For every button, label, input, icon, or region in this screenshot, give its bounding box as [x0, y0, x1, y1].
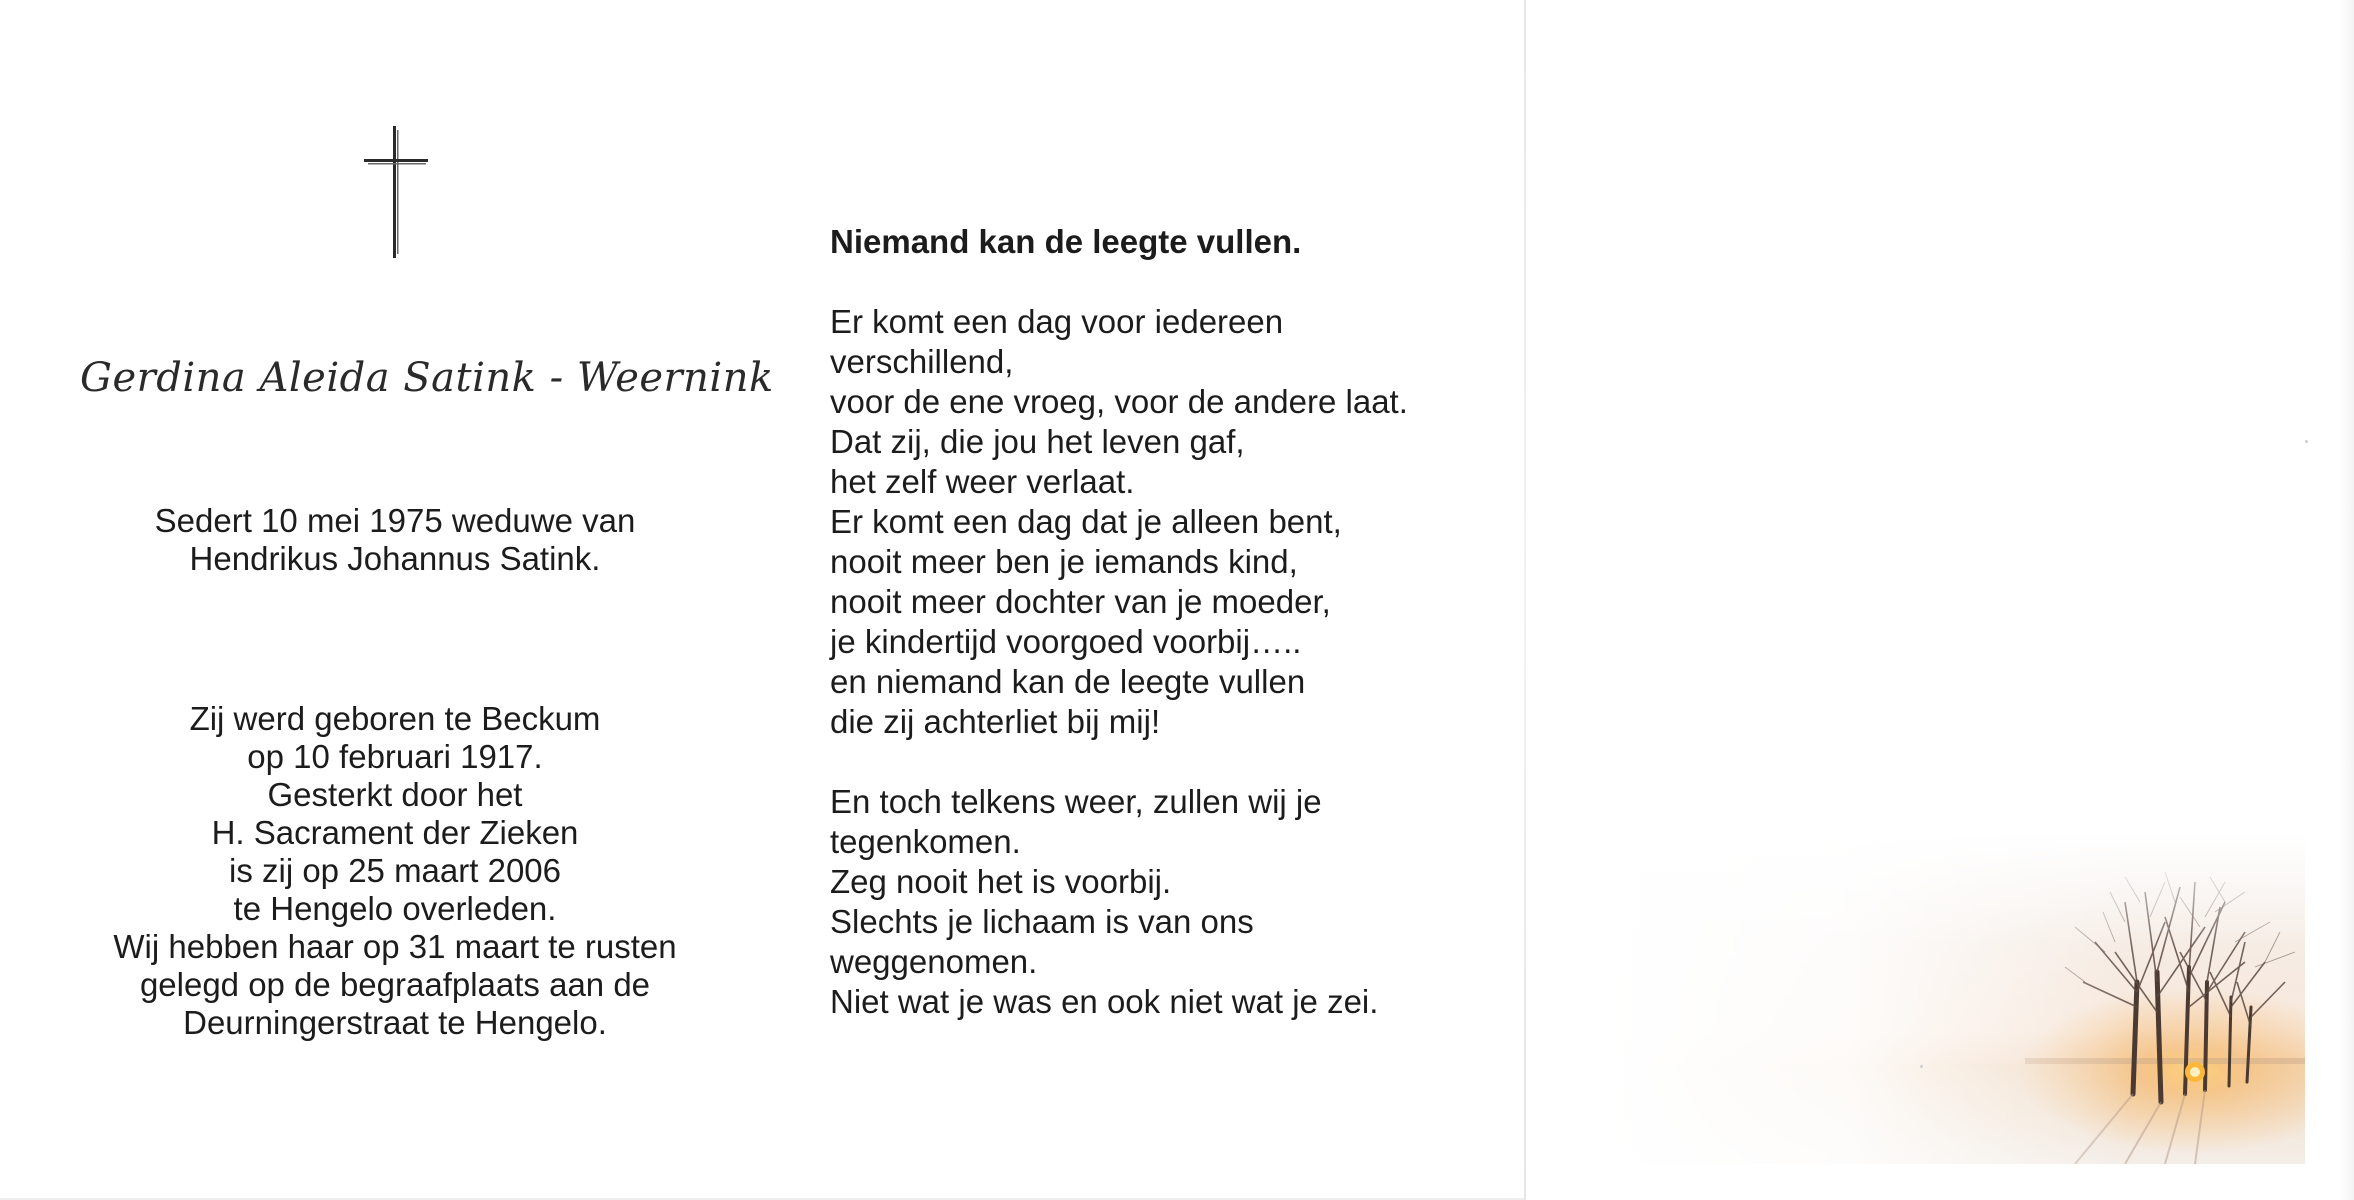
poem-line: nooit meer ben je iemands kind, — [830, 543, 1298, 580]
card-fold — [1524, 0, 1526, 1200]
deceased-name: Gerdina Aleida Satink - Weernink — [80, 355, 774, 401]
poem-line: voor de ene vroeg, voor de andere laat. — [830, 383, 1408, 420]
cross-icon — [360, 126, 432, 258]
poem-line: Niet wat je was en ook niet wat je zei. — [830, 983, 1379, 1020]
poem-line: Er komt een dag dat je alleen bent, — [830, 503, 1342, 540]
widowhood-text — [40, 502, 750, 578]
poem-line: je kindertijd voorgoed voorbij….. — [830, 623, 1302, 660]
poem-line: tegenkomen. — [830, 823, 1021, 860]
biography-line: Deurningerstraat te Hengelo. — [183, 1004, 607, 1041]
poem-line: weggenomen. — [830, 943, 1038, 980]
biography-line: Zij werd geboren te Beckum — [189, 700, 601, 737]
biography-line: te Hengelo overleden. — [233, 890, 557, 927]
poem-line: nooit meer dochter van je moeder, — [830, 583, 1331, 620]
widowhood-line: Sedert 10 mei 1975 weduwe van — [154, 502, 636, 539]
biography-line: gelegd op de begraafplaats aan de — [139, 966, 651, 1003]
poem-line: Dat zij, die jou het leven gaf, — [830, 423, 1245, 460]
poem-line: verschillend, — [830, 343, 1014, 380]
poem-line: het zelf weer verlaat. — [830, 463, 1135, 500]
widowhood-line: Hendrikus Johannus Satink. — [189, 540, 601, 577]
card-edge — [2340, 0, 2354, 1200]
biography-line: is zij op 25 maart 2006 — [228, 852, 561, 889]
poem-line: die zij achterliet bij mij! — [830, 703, 1161, 740]
poem-title: Niemand kan de leegte vullen. — [830, 223, 1302, 260]
biography-line: op 10 februari 1917. — [247, 738, 543, 775]
poem-line: en niemand kan de leegte vullen — [830, 663, 1306, 700]
biography-line: H. Sacrament der Zieken — [211, 814, 579, 851]
poem-stanza-2 — [830, 782, 1480, 1022]
poem-line: Slechts je lichaam is van ons — [830, 903, 1254, 940]
paper-speck — [2305, 440, 2308, 443]
biography-text — [40, 700, 750, 1042]
paper-speck — [1920, 1065, 1923, 1068]
poem — [830, 222, 1480, 1062]
poem-line: Er komt een dag voor iedereen — [830, 303, 1284, 340]
poem-line: Zeg nooit het is voorbij. — [830, 863, 1172, 900]
poem-stanza-1 — [830, 302, 1480, 742]
poem-line: En toch telkens weer, zullen wij je — [830, 783, 1322, 820]
biography-line: Gesterkt door het — [267, 776, 523, 813]
biography-line: Wij hebben haar op 31 maart te rusten — [113, 928, 677, 965]
winter-trees-sunset-photo — [1605, 832, 2305, 1164]
